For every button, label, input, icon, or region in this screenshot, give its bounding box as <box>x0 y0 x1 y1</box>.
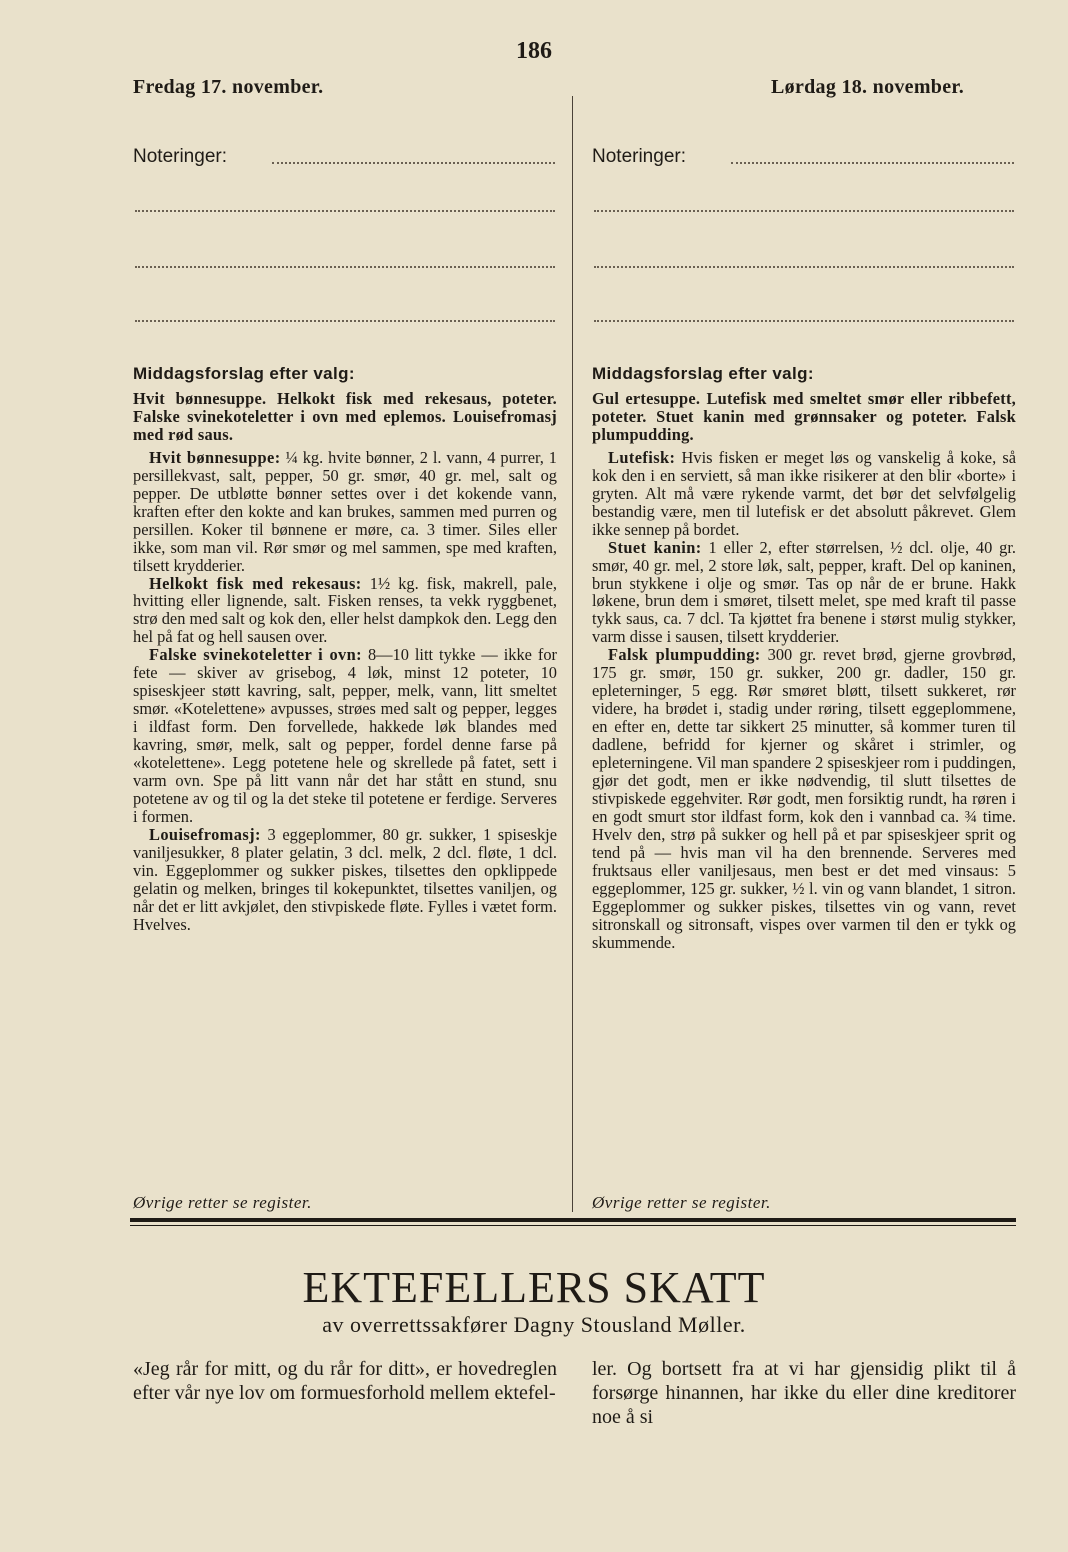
right-notes-line <box>594 266 1014 268</box>
recipe-text: Hvis fisken er meget løs og vanskelig å koke, så kok den i en serviett, så man ikke risikerer at den blir «borte» i gryten. Alt må være rykende varmt, det bør det selvfølgelig bestandig være, men til lutefisk er det absolutt påkrevet. Glem ikke sennep på bordet. <box>592 447 1016 539</box>
left-notes-label: Noteringer: <box>133 146 227 167</box>
recipe-name: Hvit bønnesuppe: <box>149 447 281 467</box>
recipe-text: 300 gr. revet brød, gjerne grovbrød, 175 gr. smør, 150 gr. sukker, 200 gr. dadler, 150 gr. epleterninger, 5 egg. Rør smøret bløtt, tilsett sukkeret, rør videre, ha brødet i, stadig under røring, tilsett eggeplommene, en efter en, dette tar sikkert 25 minutter, så kommer turen til dadlene, befridd for kjerner og skåret i strimler, og epleterningene. Vil man spandere 2 spiseskjeer rom i puddingen, gjør det godt, men er ikke nødvendig, til slutt tilsettes de stivpiskede eggehviter. Rør godt, men forsiktig rundt, ha røren i en godt smurt stor ildfast form, kok den i vannbad ca. ¾ time. Hvelv den, strø på sukker og hell på et par spiseskjeer sprit og tend på — hvis man vil ha den brennende. Serveres med fruktsaus eller vaniljesaus, men best er det med vinsaus: <box>592 645 1016 880</box>
right-menu-intro: Gul ertesuppe. Lutefisk med smeltet smør eller ribbefett, poteter. Stuet kanin med grønnsaker og poteter. Falsk plumpudding. <box>592 389 1016 444</box>
thick-rule <box>130 1218 1016 1222</box>
recipe <box>133 646 557 826</box>
recipe-name: Stuet kanin: <box>608 537 702 557</box>
recipe <box>592 539 1016 647</box>
recipe-text: 1½ kg. fisk, makrell, pale, hvitting eller lignende, salt. Fisken renses, ta vekk ryggbenet, strø den med salt og kok den, eller helst dampkok den. Legg den hel på fat og hell sausen over. <box>133 573 557 647</box>
recipe-name: Lutefisk: <box>608 447 676 467</box>
recipe-text: 1 eller 2, efter størrelsen, ½ dcl. olje, 40 gr. smør, 40 gr. mel, 2 store løk, salt, pepper, kraft. Del op kaninen, brun stykkene i olje og smør. Tas op når de er brune. Hakk løkene, brun dem i smøret, tilsett melet, spe med kraft til passe tykk saus, ca. 7 dcl. Ta kjøttet fra benene i størst mulig stykker, varm disse i sausen, tilsett krydderier. <box>592 537 1016 647</box>
left-day-heading: Fredag 17. november. <box>133 76 324 98</box>
left-dinner-heading: Middagsforslag efter valg: <box>133 364 355 383</box>
recipe-text: 8—10 litt tykke — ikke for fete — skiver av grisebog, 4 løk, minst 12 poteter, 10 spiseskjeer støtt kavring, salt, pepper, melk, vann, litt smeltet smør. «Kotelettene» avpusses, strøes med salt og pepper, legges i ildfast form. Den forvellede, hakkede løk blandes med kavring, smør, melk, salt og pepper, fordel denne farse på «kotelettene». Legg potetene hele og skrellede på fatet, sett i varm ovn. Spe på litt vann når det har stått en stund, snu potetene av og til og la det steke til potetene er ferdige. Serveres i formen. <box>133 645 557 826</box>
recipe-text: ¼ kg. hvite bønner, 2 l. vann, 4 purrer, 1 persillekvast, salt, pepper, 50 gr. smør, 40 gr. mel, salt og pepper. De utbløtte bønner settes over i det kokende vann, kraften efter den kokte and kan brukes, sammen med purren og persillen. Koker til bønnene er møre, ca. 3 timer. Siles eller ikke, som man vil. Rør smør og mel sammen, spe med kraften, tilsett krydderier. <box>133 447 557 575</box>
thin-rule <box>130 1225 1016 1226</box>
recipe <box>133 575 557 647</box>
right-day-heading: Lørdag 18. november. <box>771 76 965 98</box>
article-paragraph: ler. Og bortsett fra at vi har gjensidig plikt til å forsørge hinannen, har ikke du eller dine kreditorer noe å si <box>592 1358 1016 1428</box>
article-title: EKTEFELLERS SKATT <box>302 1263 766 1312</box>
recipe <box>592 449 1016 539</box>
left-notes-line <box>135 320 555 322</box>
recipe-text: 3 eggeplommer, 80 gr. sukker, 1 spiseskje vaniljesukker, 8 plater gelatin, 3 dcl. melk, 2 dcl. fløte, 1 dcl. vin. Eggeplommer og sukker piskes, tilsettes den opklippede gelatin og melken, bringes til kokepunktet, tilsettes vaniljen, og når det er litt avkjølet, den stivpiskede fløte. Fylles i vætet form. Hvelves. <box>133 824 557 934</box>
page-number: 186 <box>516 38 552 64</box>
article-paragraph: «Jeg rår for mitt, og du rår for ditt», er hovedreglen efter vår nye lov om formuesforhold mellem ektefel- <box>133 1358 557 1404</box>
recipe <box>133 449 557 575</box>
left-notes-line <box>135 210 555 212</box>
recipe-text: 5 eggeplommer, 125 gr. sukker, ½ l. vin og vann blandet, 1 sitron. Eggeplommer og sukker piskes, tilsettes vin og vann, revet sitronskall og sitronsaft, vispes over varmen til den er tykk og skummende. <box>592 860 1016 952</box>
recipe-name: Louisefromasj: <box>149 824 261 844</box>
left-notes-line <box>135 266 555 268</box>
recipe-name: Helkokt fisk med rekesaus: <box>149 573 362 593</box>
right-recipes <box>592 390 1016 952</box>
right-dinner-heading: Middagsforslag efter valg: <box>592 364 814 383</box>
right-notes-line <box>594 320 1014 322</box>
recipe-name: Falske svinekoteletter i ovn: <box>149 645 363 665</box>
article-column-right <box>592 1357 1016 1429</box>
column-divider <box>572 96 573 1212</box>
right-footer-note: Øvrige retter se register. <box>592 1193 771 1212</box>
article-byline: av overrettssakfører Dagny Stousland Møller. <box>322 1312 746 1337</box>
left-footer-note: Øvrige retter se register. <box>133 1193 312 1212</box>
recipe <box>133 826 557 934</box>
recipe-name: Falsk plumpudding: <box>608 645 761 665</box>
right-notes-line <box>731 162 1014 164</box>
left-menu-intro: Hvit bønnesuppe. Helkokt fisk med rekesaus, poteter. Falske svinekoteletter i ovn med eplemos. Louisefromasj med rød saus. <box>133 389 557 444</box>
article-column-left <box>133 1357 557 1405</box>
right-notes-label: Noteringer: <box>592 146 686 167</box>
left-recipes <box>133 390 557 934</box>
left-notes-line <box>272 162 555 164</box>
recipe <box>592 646 1016 951</box>
right-notes-line <box>594 210 1014 212</box>
